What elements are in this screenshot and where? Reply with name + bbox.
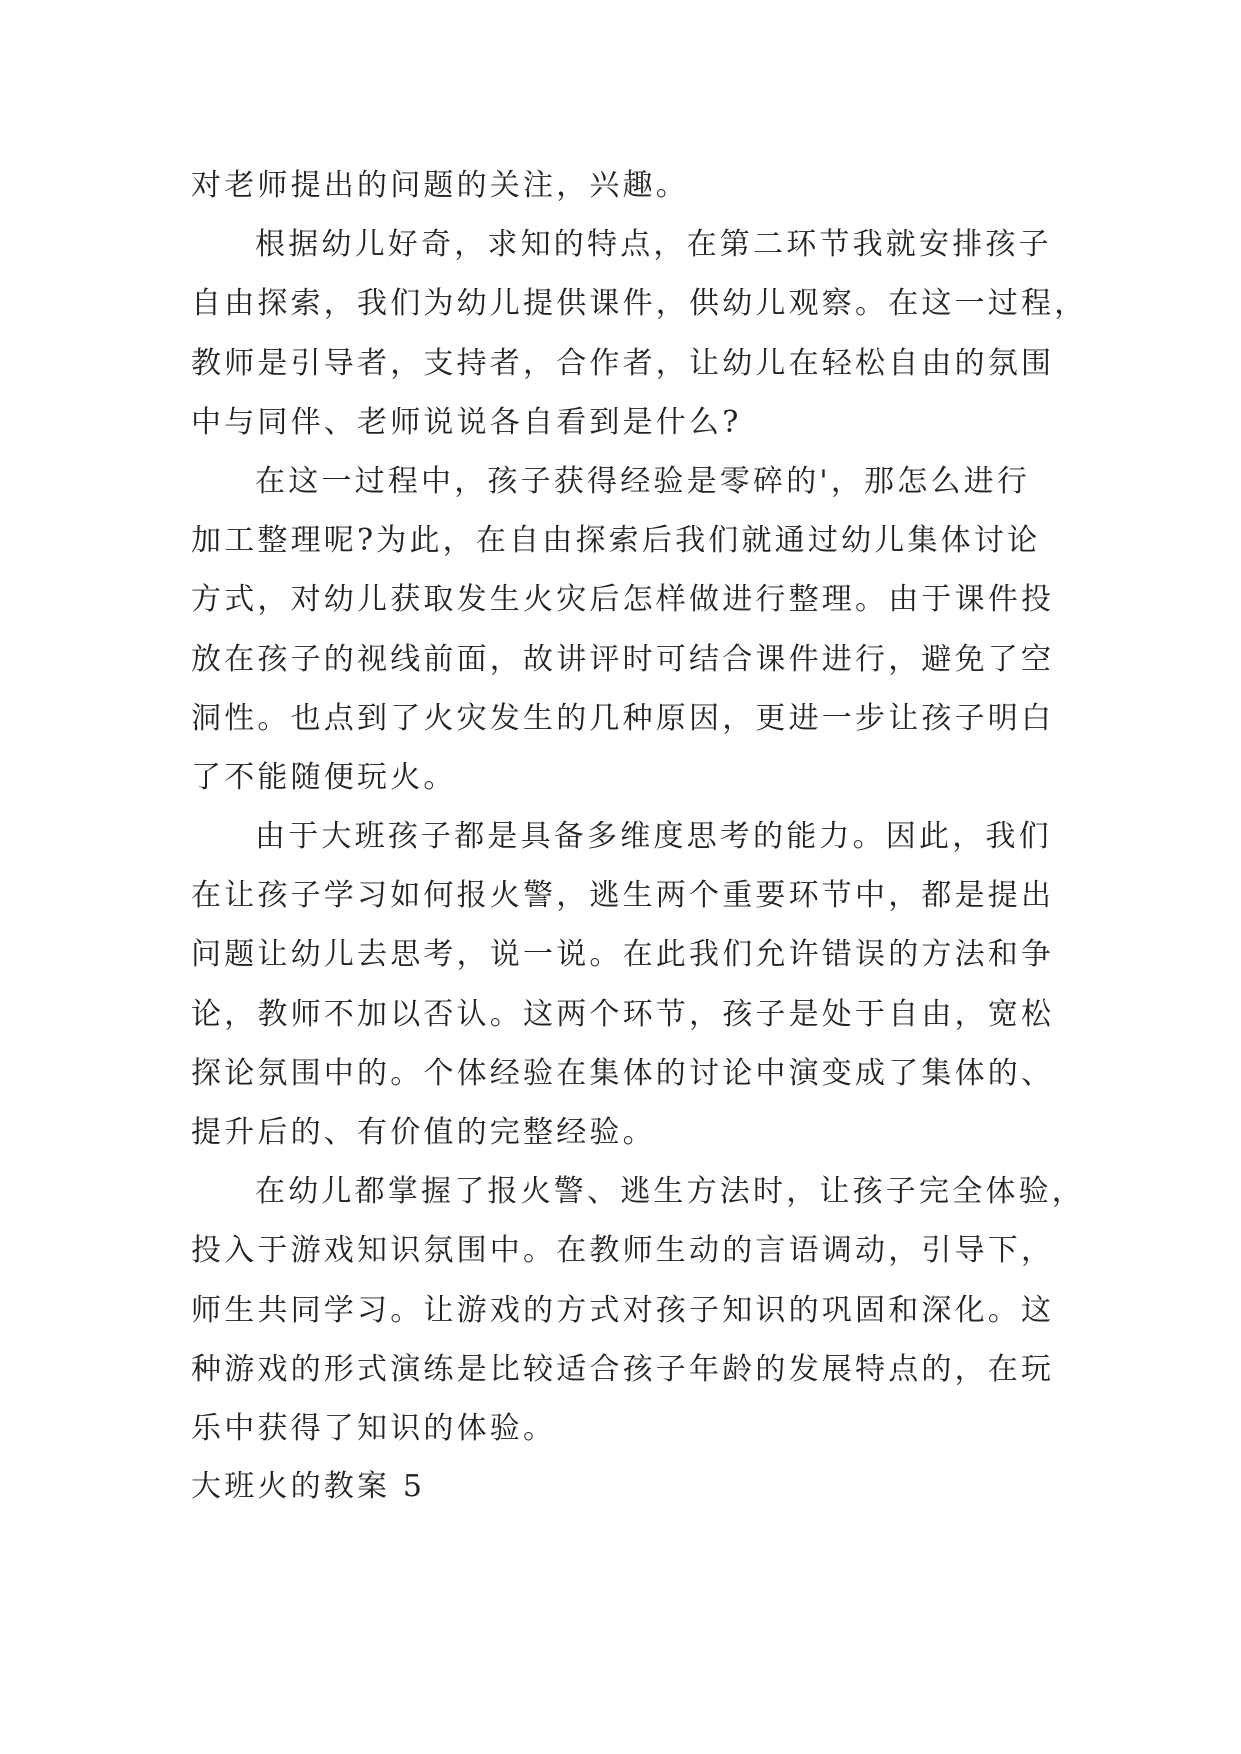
text-line: 问题让幼儿去思考，说一说。在此我们允许错误的方法和争 [191, 937, 1055, 973]
text-line: 洞性。也点到了火灾发生的几种原因，更进一步让孩子明白 [191, 700, 1055, 736]
document-body [191, 156, 1088, 1458]
text-line: 种游戏的形式演练是比较适合孩子年龄的发展特点的，在玩 [191, 1351, 1055, 1387]
text-line: 论，教师不加以否认。这两个环节，孩子是处于自由，宽松 [191, 996, 1055, 1032]
text-line-paragraph-start: 在幼儿都掌握了报火警、逃生方法时，让孩子完全体验， [255, 1174, 1085, 1210]
text-line: 方式，对幼儿获取发生火灾后怎样做进行整理。由于课件投 [191, 582, 1055, 618]
text-line-paragraph-start: 根据幼儿好奇，求知的特点，在第二环节我就安排孩子 [255, 227, 1052, 263]
text-line: 放在孩子的视线前面，故讲评时可结合课件进行，避免了空 [191, 641, 1055, 677]
text-line: 了不能随便玩火。 [191, 759, 457, 795]
text-line-paragraph-start: 由于大班孩子都是具备多维度思考的能力。因此，我们 [255, 819, 1052, 855]
text-line: 对老师提出的问题的关注，兴趣。 [191, 168, 689, 203]
text-line: 中与同伴、老师说说各自看到是什么? [191, 404, 742, 440]
section-heading: 大班火的教案 5 [191, 1469, 426, 1504]
text-line: 乐中获得了知识的体验。 [191, 1410, 557, 1446]
text-line-paragraph-start: 在这一过程中，孩子获得经验是零碎的'，那怎么进行 [255, 463, 1031, 499]
text-line: 在让孩子学习如何报火警，逃生两个重要环节中，都是提出 [191, 878, 1055, 914]
text-line: 加工整理呢?为此，在自由探索后我们就通过幼儿集体讨论 [191, 523, 1041, 559]
text-line: 教师是引导者，支持者，合作者，让幼儿在轻松自由的氛围 [191, 345, 1055, 381]
text-line: 提升后的、有价值的完整经验。 [191, 1115, 656, 1150]
text-line: 师生共同学习。让游戏的方式对孩子知识的巩固和深化。这 [191, 1292, 1055, 1328]
text-line: 探论氛围中的。个体经验在集体的讨论中演变成了集体的、 [191, 1055, 1055, 1091]
text-line: 投入于游戏知识氛围中。在教师生动的言语调动，引导下， [191, 1233, 1055, 1269]
text-line: 自由探索，我们为幼儿提供课件，供幼儿观察。在这一过程， [191, 286, 1088, 322]
